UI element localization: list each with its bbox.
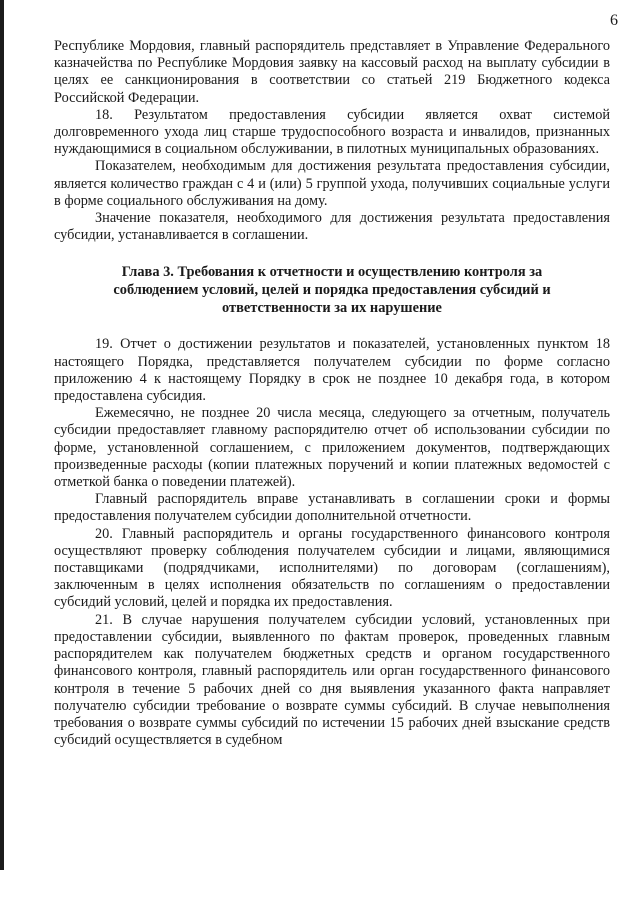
scan-left-edge [0, 0, 4, 870]
paragraph-indicator: Показателем, необходимым для достижения результата предоставления субсидии, является количество граждан с 4 и (или) 5 группой ухода, получивших социальные услуги в форме социального обслуживания на дому. [54, 158, 610, 209]
chapter-heading [54, 263, 610, 317]
paragraph-18: 18. Результатом предоставления субсидии является охват системой долговременного ухода лиц старше трудоспособного возраста и инвалидов, признанных нуждающимися в социальном обслуживании, в пилотных муниципальных образованиях. [54, 106, 610, 158]
paragraph-indicator-value: Значение показателя, необходимого для достижения результата предоставления субсидии, устанавливается в соглашении. [54, 210, 610, 244]
paragraph-additional-reporting: Главный распорядитель вправе устанавливать в соглашении сроки и формы предоставления получателем субсидии дополнительной отчетности. [54, 491, 610, 525]
document-body [54, 38, 610, 749]
paragraph-monthly-report: Ежемесячно, не позднее 20 числа месяца, следующего за отчетным, получатель субсидии предоставляет главному распорядителю отчет об использовании субсидии по форме, установленной соглашением, с приложением документов, подтверждающих произведенные расходы (копии платежных поручений и копии платежных ведомостей с отметкой банка о поведении платежей). [54, 405, 610, 491]
paragraph-19: 19. Отчет о достижении результатов и показателей, установленных пунктом 18 настоящего Порядка, представляется получателем субсидии по форме согласно приложению 4 к настоящему Порядку в срок не позднее 10 декабря года, в котором предоставлена субсидия. [54, 336, 610, 405]
paragraph-20: 20. Главный распорядитель и органы государственного финансового контроля осуществляют проверку соблюдения получателем субсидии и лицами, являющимися поставщиками (подрядчиками, исполнителями) по договорам (соглашениям), заключенным в целях исполнения обязательств по соглашениям о предоставлении субсидий условий, целей и порядка их предоставления. [54, 525, 610, 611]
paragraph-21: 21. В случае нарушения получателем субсидии условий, установленных при предоставлении субсидии, выявленного по фактам проверок, проведенных главным распорядителем как получателем бюджетных средств и органом государственного финансового контроля, главный распорядитель или орган государственного финансового контроля в течение 5 рабочих дней со дня выявления указанного факта направляет получателю субсидии требование о возврате суммы субсидий. В случае невыполнения требования о возврате суммы субсидий по истечении 15 рабочих дней взыскание средств субсидий осуществляется в судебном [54, 611, 610, 749]
page-number: 6 [610, 12, 618, 29]
paragraph-continuation: Республике Мордовия, главный распорядитель представляет в Управление Федерального казначейства по Республике Мордовия заявку на кассовый расход на выплату субсидии в целях ее санкционирования в соответствии со статьей 219 Бюджетного кодекса Российской Федерации. [54, 38, 610, 106]
chapter-title: Глава 3. Требования к отчетности и осуществлению контроля за соблюдением условий, целей и порядка предоставления субсидий и ответственности за их нарушение [113, 264, 551, 317]
